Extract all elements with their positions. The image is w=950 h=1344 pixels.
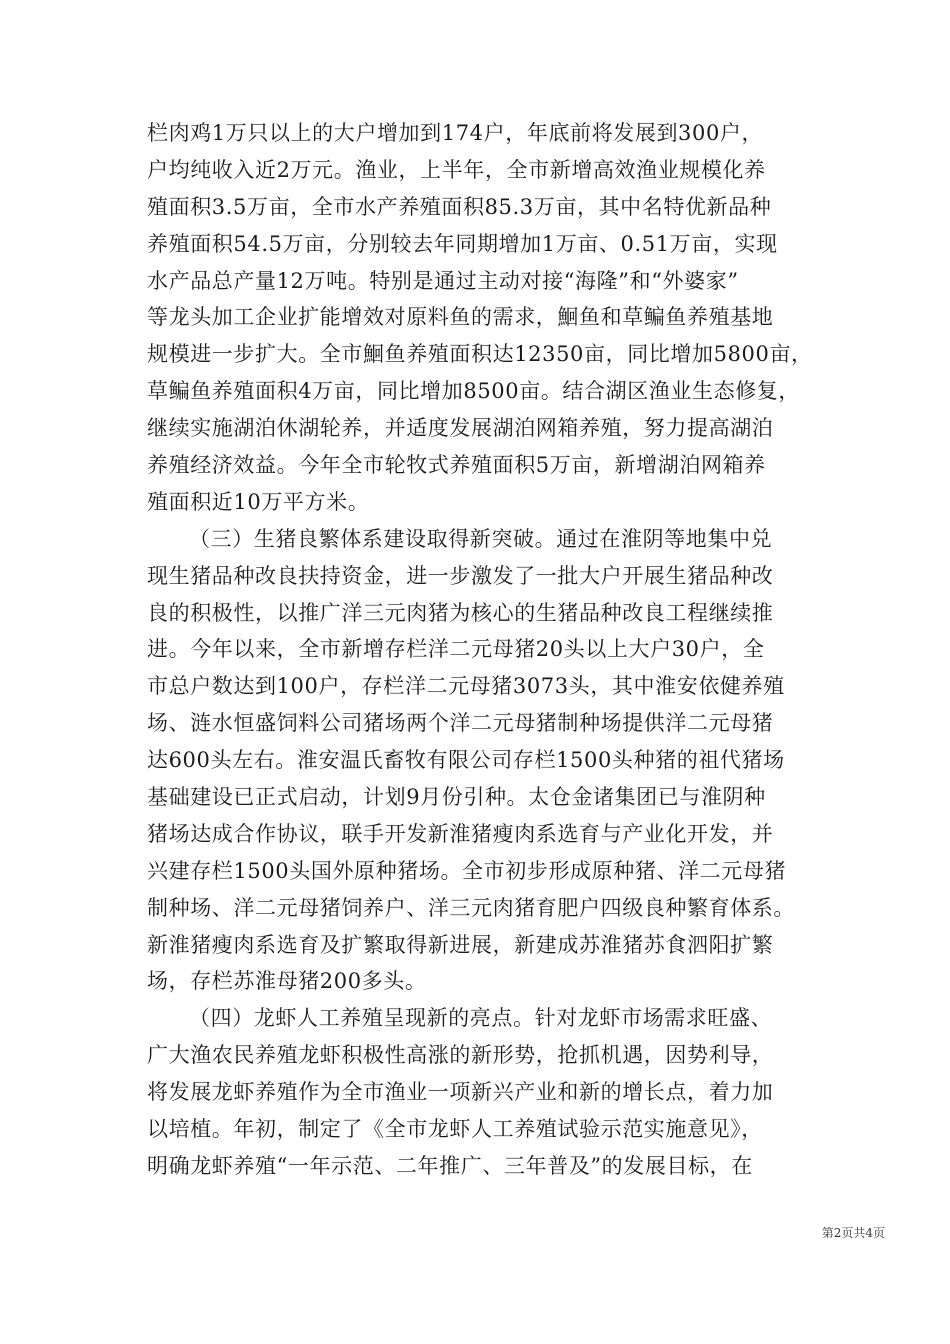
text-line: 市总户数达到100户，存栏洋二元母猪3073头，其中淮安依健养殖 <box>147 674 785 699</box>
text-line: 进。今年以来，全市新增存栏洋二元母猪20头以上大户30户，全 <box>147 637 765 662</box>
text-line: （四）龙虾人工养殖呈现新的亮点。针对龙虾市场需求旺盛、 <box>189 1006 773 1031</box>
document-body <box>147 115 817 1185</box>
text-line: 良的积极性，以推广洋三元肉猪为核心的生猪品种改良工程继续推 <box>147 600 774 625</box>
text-line: 草鳊鱼养殖面积4万亩，同比增加8500亩。结合湖区渔业生态修复， <box>147 379 801 404</box>
text-line: 等龙头加工企业扩能增效对原料鱼的需求，鮰鱼和草鳊鱼养殖基地 <box>147 305 774 330</box>
text-line: 广大渔农民养殖龙虾积极性高涨的新形势，抢抓机遇，因势利导， <box>147 1043 774 1068</box>
text-line: 现生猪品种改良扶持资金，进一步激发了一批大户开展生猪品种改 <box>147 563 774 588</box>
text-line: 养殖经济效益。今年全市轮牧式养殖面积5万亩，新增湖泊网箱养 <box>147 453 766 478</box>
text-line: 明确龙虾养殖“一年示范、二年推广、三年普及”的发展目标，在 <box>147 1153 753 1178</box>
text-line: 猪场达成合作协议，联手开发新淮猪瘦肉系选育与产业化开发，并 <box>147 821 774 846</box>
text-line: 殖面积近10万平方米。 <box>147 489 370 514</box>
text-line: 以培植。年初，制定了《全市龙虾人工养殖试验示范实施意见》， <box>147 1117 763 1142</box>
text-line: 场，存栏苏淮母猪200多头。 <box>147 969 427 994</box>
text-line: 新淮猪瘦肉系选育及扩繁取得新进展，新建成苏淮猪苏食泗阳扩繁 <box>147 932 774 957</box>
text-line: 殖面积3.5万亩，全市水产养殖面积85.3万亩，其中名特优新品种 <box>147 194 772 219</box>
text-line: 兴建存栏1500头国外原种猪场。全市初步形成原种猪、洋二元母猪 <box>147 858 787 883</box>
text-line: 场、涟水恒盛饲料公司猪场两个洋二元母猪制种场提供洋二元母猪 <box>147 711 774 736</box>
text-line: 制种场、洋二元母猪饲养户、洋三元肉猪育肥户四级良种繁育体系。 <box>147 895 795 920</box>
text-line: 将发展龙虾养殖作为全市渔业一项新兴产业和新的增长点，着力加 <box>147 1080 774 1105</box>
page-number: 第2页共4页 <box>821 1226 885 1240</box>
text-line: 栏肉鸡1万只以上的大户增加到174户，年底前将发展到300户， <box>147 121 764 145</box>
text-line: 水产品总产量12万吨。特别是通过主动对接“海隆”和“外婆家” <box>147 268 739 293</box>
text-line: 养殖面积54.5万亩，分别较去年同期增加1万亩、0.51万亩，实现 <box>147 231 778 256</box>
text-line: 基础建设已正式启动，计划9月份引种。太仓金诸集团已与淮阴种 <box>147 785 766 810</box>
text-line: 规模进一步扩大。全市鮰鱼养殖面积达12350亩，同比增加5800亩， <box>147 342 813 367</box>
text-line: 户均纯收入近2万元。渔业，上半年，全市新增高效渔业规模化养 <box>147 157 766 182</box>
text-line: 达600头左右。淮安温氏畜牧有限公司存栏1500头种猪的祖代猪场 <box>147 748 785 773</box>
text-line: 继续实施湖泊休湖轮养，并适度发展湖泊网箱养殖，努力提高湖泊 <box>147 416 774 441</box>
text-line: （三）生猪良繁体系建设取得新突破。通过在淮阴等地集中兑 <box>189 526 773 551</box>
